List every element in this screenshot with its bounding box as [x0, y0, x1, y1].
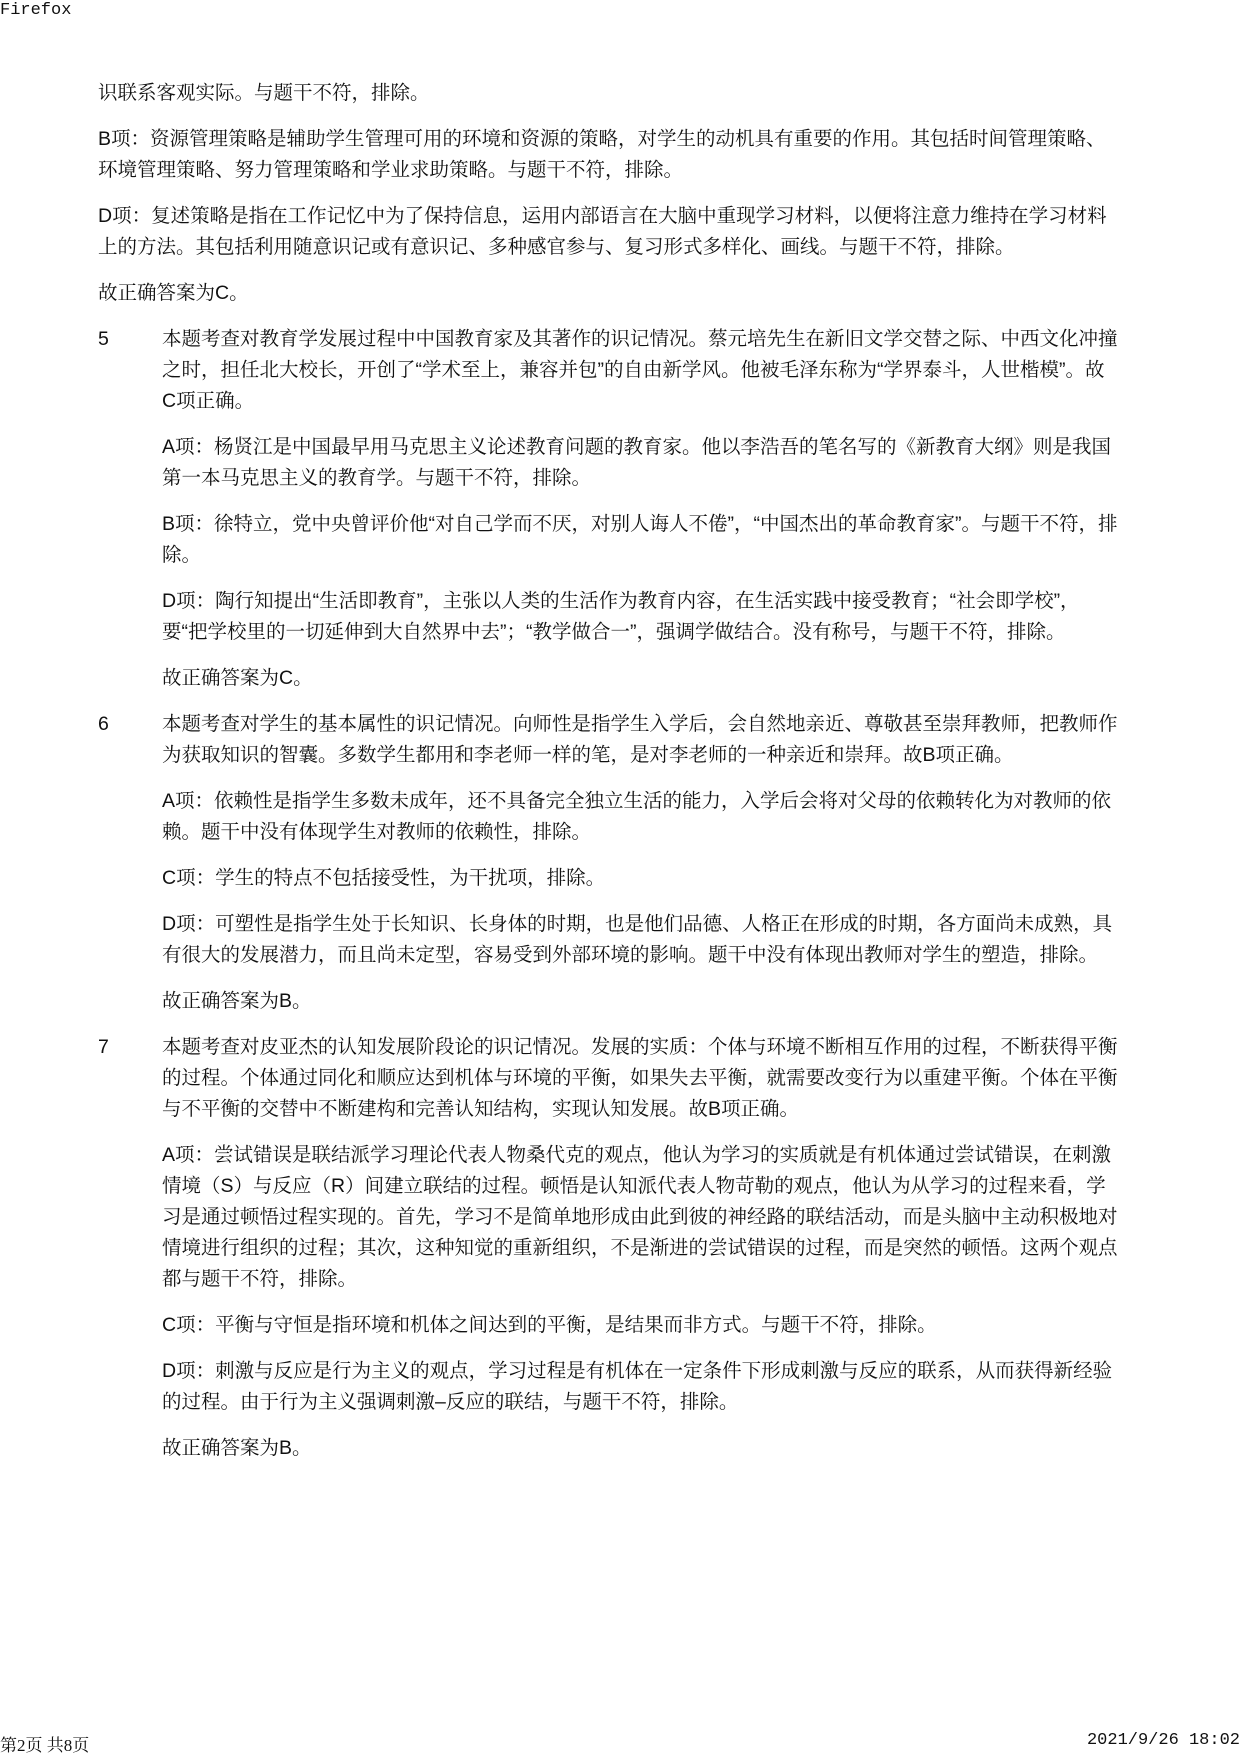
question-number: 5 — [98, 328, 109, 350]
print-header-title: Firefox — [0, 1, 72, 20]
paragraph: B项：徐特立，党中央曾评价他“对自己学而不厌，对别人诲人不倦”，“中国杰出的革命教育家”。与题干不符，排除。 — [162, 513, 1118, 566]
question-explanation — [98, 324, 1118, 694]
answer-line: 故正确答案为C。 — [98, 282, 249, 304]
paragraph: B项：资源管理策略是辅助学生管理可用的环境和资源的策略，对学生的动机具有重要的作用。其包括时间管理策略、环境管理策略、努力管理策略和学业求助策略。与题干不符，排除。 — [98, 128, 1106, 181]
paragraph: C项：平衡与守恒是指环境和机体之间达到的平衡，是结果而非方式。与题干不符，排除。 — [162, 1314, 937, 1336]
paragraph: A项：依赖性是指学生多数未成年，还不具备完全独立生活的能力，入学后会将对父母的依赖转化为对教师的依赖。题干中没有体现学生对教师的依赖性，排除。 — [162, 790, 1112, 843]
answer-line: 故正确答案为B。 — [162, 1437, 312, 1459]
paragraph: A项：杨贤江是中国最早用马克思主义论述教育问题的教育家。他以李浩吾的笔名写的《新教育大纲》则是我国第一本马克思主义的教育学。与题干不符，排除。 — [162, 436, 1112, 489]
paragraph: A项：尝试错误是联结派学习理论代表人物桑代克的观点，他认为学习的实质就是有机体通过尝试错误，在刺激情境（S）与反应（R）间建立联结的过程。顿悟是认知派代表人物苛勒的观点，他认为从学习的过程来看，学习是通过顿悟过程实现的。首先，学习不是简单地形成由此到彼的神经路的联结活动，而是头脑中主动积极地对情境进行组织的过程；其次，这种知觉的重新组织，不是渐进的尝试错误的过程，而是突然的顿悟。这两个观点都与题干不符，排除。 — [162, 1144, 1118, 1290]
paragraph: D项：陶行知提出“生活即教育”，主张以人类的生活作为教育内容，在生活实践中接受教育；“社会即学校”，要“把学校里的一切延伸到大自然界中去”；“教学做合一”，强调学做结合。没有称号，与题干不符，排除。 — [162, 590, 1080, 643]
answer-line: 故正确答案为C。 — [162, 667, 313, 689]
question-number: 7 — [98, 1036, 109, 1058]
print-timestamp: 2021/9/26 18:02 — [1086, 1731, 1240, 1750]
paragraph: D项：刺激与反应是行为主义的观点，学习过程是有机体在一定条件下形成刺激与反应的联系，从而获得新经验的过程。由于行为主义强调刺激–反应的联结，与题干不符，排除。 — [162, 1360, 1113, 1413]
question-number: 6 — [98, 713, 109, 735]
paragraph: 识联系客观实际。与题干不符，排除。 — [98, 82, 430, 104]
paragraph: D项：可塑性是指学生处于长知识、长身体的时期，也是他们品德、人格正在形成的时期，各方面尚未成熟，具有很大的发展潜力，而且尚未定型，容易受到外部环境的影响。题干中没有体现出教师对学生的塑造，排除。 — [162, 913, 1113, 966]
paragraph: 本题考查对学生的基本属性的识记情况。向师性是指学生入学后，会自然地亲近、尊敬甚至崇拜教师，把教师作为获取知识的智囊。多数学生都用和李老师一样的笔，是对李老师的一种亲近和崇拜。故B项正确。 — [162, 713, 1118, 766]
paragraph: D项：复述策略是指在工作记忆中为了保持信息，运用内部语言在大脑中重现学习材料，以便将注意力维持在学习材料上的方法。其包括利用随意识记或有意识记、多种感官参与、复习形式多样化、画线。与题干不符，排除。 — [98, 205, 1107, 258]
page-counter: 第2页 共8页 — [0, 1736, 90, 1755]
question-explanation — [98, 1032, 1118, 1464]
paragraph: C项：学生的特点不包括接受性，为干扰项，排除。 — [162, 867, 606, 889]
paragraph: 本题考查对皮亚杰的认知发展阶段论的识记情况。发展的实质：个体与环境不断相互作用的过程，不断获得平衡的过程。个体通过同化和顺应达到机体与环境的平衡，如果失去平衡，就需要改变行为以重建平衡。个体在平衡与不平衡的交替中不断建构和完善认知结构，实现认知发展。故B项正确。 — [162, 1036, 1118, 1120]
document-body — [98, 78, 1118, 1479]
paragraph: 本题考查对教育学发展过程中中国教育家及其著作的识记情况。蔡元培先生在新旧文学交替之际、中西文化冲撞之时，担任北大校长，开创了“学术至上，兼容并包”的自由新学风。他被毛泽东称为“学界泰斗，人世楷模”。故C项正确。 — [162, 328, 1118, 412]
question-explanation — [98, 709, 1118, 1017]
answer-line: 故正确答案为B。 — [162, 990, 312, 1012]
